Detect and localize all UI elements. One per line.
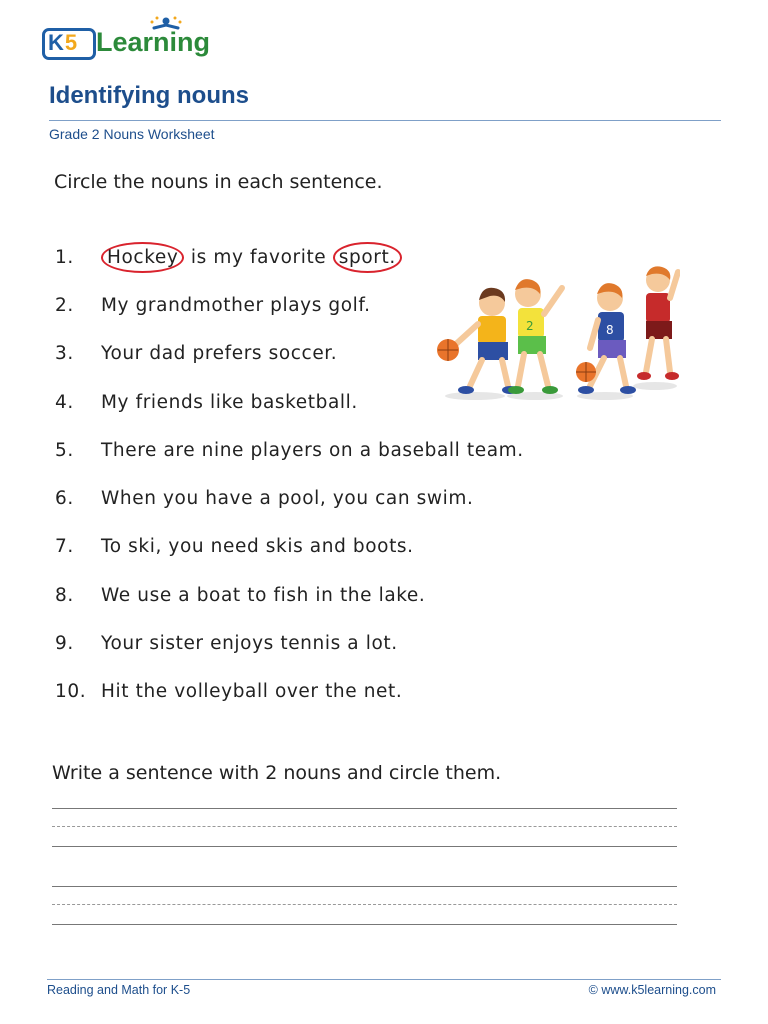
sentence-text: There are nine players on a baseball team. xyxy=(101,440,524,461)
instruction-text: Circle the nouns in each sentence. xyxy=(54,171,383,193)
sentence-number: 1. xyxy=(55,247,74,268)
sentence-row xyxy=(55,440,524,461)
footer-tagline: Reading and Math for K-5 xyxy=(47,983,191,997)
writing-line-top[interactable] xyxy=(52,886,677,887)
page-subtitle: Grade 2 Nouns Worksheet xyxy=(49,126,215,142)
circled-noun: Hockey xyxy=(101,242,184,273)
sentence-number: 2. xyxy=(55,295,74,316)
sentence-text: Hit the volleyball over the net. xyxy=(101,681,403,702)
sentence-row xyxy=(55,247,402,268)
sentence-number: 4. xyxy=(55,392,74,413)
sentence-row xyxy=(55,343,337,364)
sentence-number: 10. xyxy=(55,681,87,702)
writing-line-mid xyxy=(52,826,677,827)
sentence-text: is my favorite xyxy=(184,247,333,268)
sentence-row xyxy=(55,536,414,557)
sentence-row xyxy=(55,585,425,606)
writing-line-mid xyxy=(52,904,677,905)
basketball-players-illustration xyxy=(430,258,680,406)
k5-logo xyxy=(42,18,211,60)
sentence-text: When you have a pool, you can swim. xyxy=(101,488,474,509)
sentence-text: Your dad prefers soccer. xyxy=(101,343,338,364)
sentence-number: 9. xyxy=(55,633,74,654)
sentence-number: 7. xyxy=(55,536,74,557)
sentence-number: 5. xyxy=(55,440,74,461)
logo-figure-icon xyxy=(146,16,186,38)
sentence-row xyxy=(55,633,398,654)
svg-text:8: 8 xyxy=(606,323,614,337)
sentence-text: We use a boat to fish in the lake. xyxy=(101,585,426,606)
page-title: Identifying nouns xyxy=(49,82,249,109)
sentence-text: To ski, you need skis and boots. xyxy=(101,536,414,557)
footer-divider xyxy=(47,979,721,980)
writing-line-top[interactable] xyxy=(52,808,677,809)
write-prompt: Write a sentence with 2 nouns and circle them. xyxy=(52,762,502,784)
svg-text:2: 2 xyxy=(526,319,534,333)
writing-line-base[interactable] xyxy=(52,924,677,925)
writing-line-base[interactable] xyxy=(52,846,677,847)
k5-logo-text: Learning xyxy=(96,27,211,57)
sentence-text: My grandmother plays golf. xyxy=(101,295,371,316)
sentence-number: 8. xyxy=(55,585,74,606)
circled-noun: sport. xyxy=(333,242,402,273)
sentence-row xyxy=(55,392,358,413)
sentence-row xyxy=(55,681,402,702)
sentence-number: 6. xyxy=(55,488,74,509)
header-divider xyxy=(49,120,721,121)
footer-copyright: © www.k5learning.com xyxy=(588,983,716,997)
sentence-text: Your sister enjoys tennis a lot. xyxy=(101,633,398,654)
sentence-text: My friends like basketball. xyxy=(101,392,358,413)
sentence-row xyxy=(55,295,371,316)
k5-logo-mark: K5 xyxy=(48,30,79,55)
sentence-row xyxy=(55,488,473,509)
sentence-number: 3. xyxy=(55,343,74,364)
